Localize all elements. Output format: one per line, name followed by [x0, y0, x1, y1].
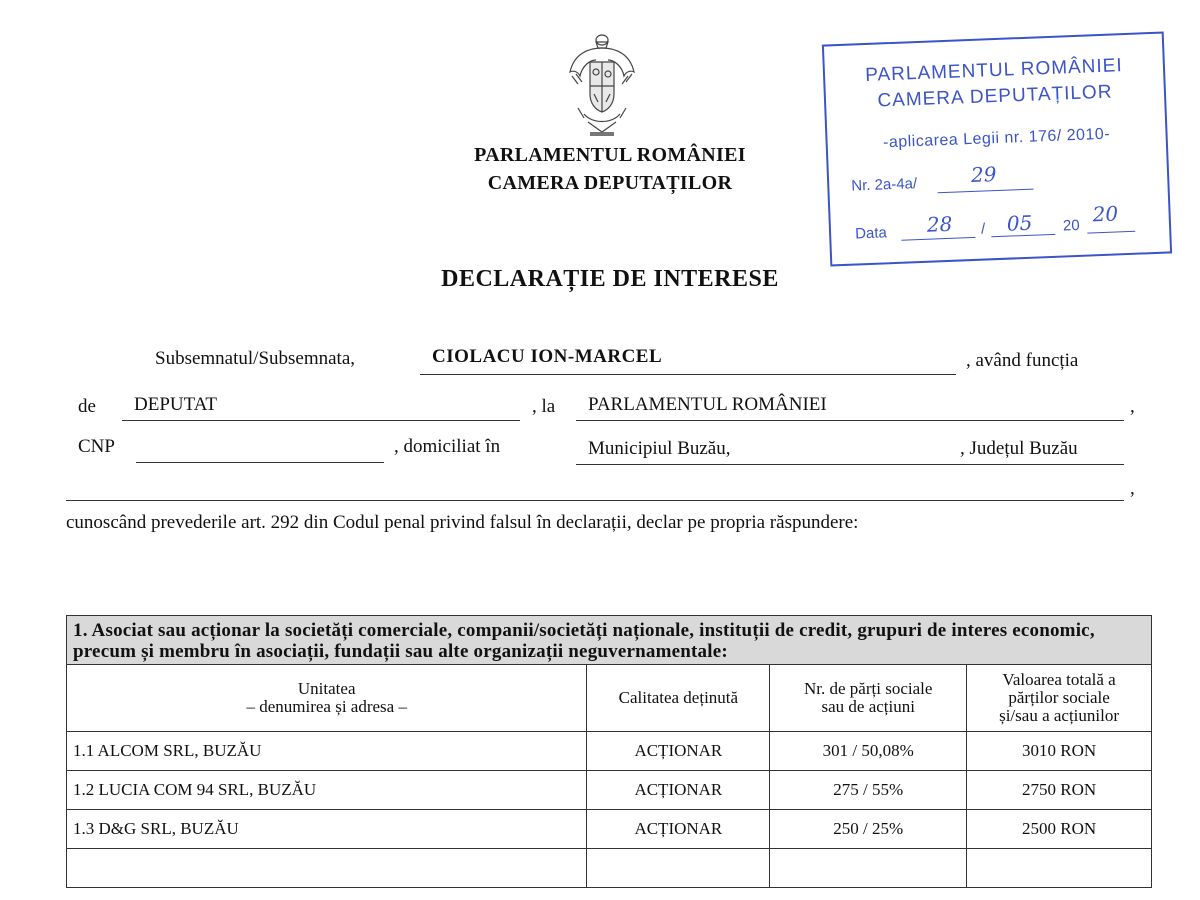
domiciliat-label: , domiciliat în — [394, 436, 501, 457]
document-title: DECLARAȚIE DE INTERESE — [441, 266, 779, 292]
stamp-day-line — [901, 237, 975, 241]
declarant-name: CIOLACU ION-MARCEL — [432, 346, 663, 367]
function-underline — [122, 420, 520, 421]
stamp-line-2: CAMERA DEPUTAȚILOR — [877, 81, 1113, 112]
stamp-year-line — [1087, 231, 1135, 234]
county-value: , Județul Buzău — [960, 438, 1078, 459]
stamp-line-1: PARLAMENTUL ROMÂNIEI — [864, 55, 1124, 86]
shares-cell: 275 / 55% — [770, 771, 967, 810]
stamp-nr-value: 29 — [970, 162, 997, 188]
shares-cell — [770, 849, 967, 888]
institution-underline — [576, 420, 1124, 421]
avand-functia-label: , având funcția — [966, 350, 1079, 371]
stamp-year-suffix: 20 — [1092, 201, 1119, 227]
value-cell — [967, 849, 1152, 888]
stamp-data-label: Data — [854, 224, 888, 243]
column-header-role: Calitatea deținută — [587, 665, 770, 732]
stamp-day: 28 — [926, 211, 953, 237]
stamp-nr-line — [938, 189, 1034, 194]
unit-cell: 1.3 D&G SRL, BUZĂU — [67, 810, 587, 849]
table-row — [67, 771, 1152, 810]
role-cell: ACȚIONAR — [587, 810, 770, 849]
column-header-shares: Nr. de părți sociale sau de acțiuni — [770, 665, 967, 732]
declaration-statement: cunoscând prevederile art. 292 din Codul penal privind falsul în declarații, declar pe propria răspundere: — [66, 512, 859, 533]
value-cell: 2750 RON — [967, 771, 1152, 810]
role-cell: ACȚIONAR — [587, 771, 770, 810]
comma-1: , — [1130, 396, 1135, 417]
unit-cell: 1.1 ALCOM SRL, BUZĂU — [67, 732, 587, 771]
registration-stamp — [822, 32, 1172, 267]
column-header-value: Valoarea totală a părților sociale și/sau a acțiunilor — [967, 665, 1152, 732]
table-row — [67, 732, 1152, 771]
role-cell — [587, 849, 770, 888]
address-continuation-underline — [66, 500, 1124, 501]
section-1-heading: 1. Asociat sau acționar la societăți comerciale, companii/societăți naționale, instituții de credit, grupuri de interes economic, precum și membru în asociații, fundații sau alte organizații neguvernamentale: — [67, 616, 1152, 665]
stamp-sep: / — [980, 220, 986, 238]
institution-value: PARLAMENTUL ROMÂNIEI — [588, 394, 827, 415]
locality-value: Municipiul Buzău, — [588, 438, 731, 459]
value-cell: 2500 RON — [967, 810, 1152, 849]
shares-cell: 250 / 25% — [770, 810, 967, 849]
cnp-underline — [136, 462, 384, 463]
stamp-month: 05 — [1006, 210, 1033, 236]
comma-2: , — [1130, 478, 1135, 499]
column-header-unit: Unitatea – denumirea și adresa – — [67, 665, 587, 732]
subsemnatul-label: Subsemnatul/Subsemnata, — [155, 348, 356, 369]
name-underline — [420, 374, 956, 375]
stamp-nr-label: Nr. 2a-4a/ — [850, 175, 918, 195]
table-row-empty — [67, 849, 1152, 888]
stamp-line-3: -aplicarea Legii nr. 176/ 2010- — [882, 125, 1111, 152]
table-row — [67, 810, 1152, 849]
romania-coat-of-arms-icon — [566, 32, 638, 140]
de-label: de — [78, 396, 96, 417]
institution-name: PARLAMENTUL ROMÂNIEI — [474, 144, 746, 166]
address-underline — [576, 464, 1124, 465]
role-cell: ACȚIONAR — [587, 732, 770, 771]
cnp-label: CNP — [78, 436, 115, 457]
chamber-name: CAMERA DEPUTAȚILOR — [487, 172, 733, 194]
unit-cell — [67, 849, 587, 888]
unit-cell: 1.2 LUCIA COM 94 SRL, BUZĂU — [67, 771, 587, 810]
function-value: DEPUTAT — [134, 394, 217, 415]
section-1-table — [66, 615, 1152, 888]
la-label: , la — [532, 396, 556, 417]
value-cell: 3010 RON — [967, 732, 1152, 771]
stamp-year-prefix: 20 — [1062, 216, 1081, 235]
shares-cell: 301 / 50,08% — [770, 732, 967, 771]
